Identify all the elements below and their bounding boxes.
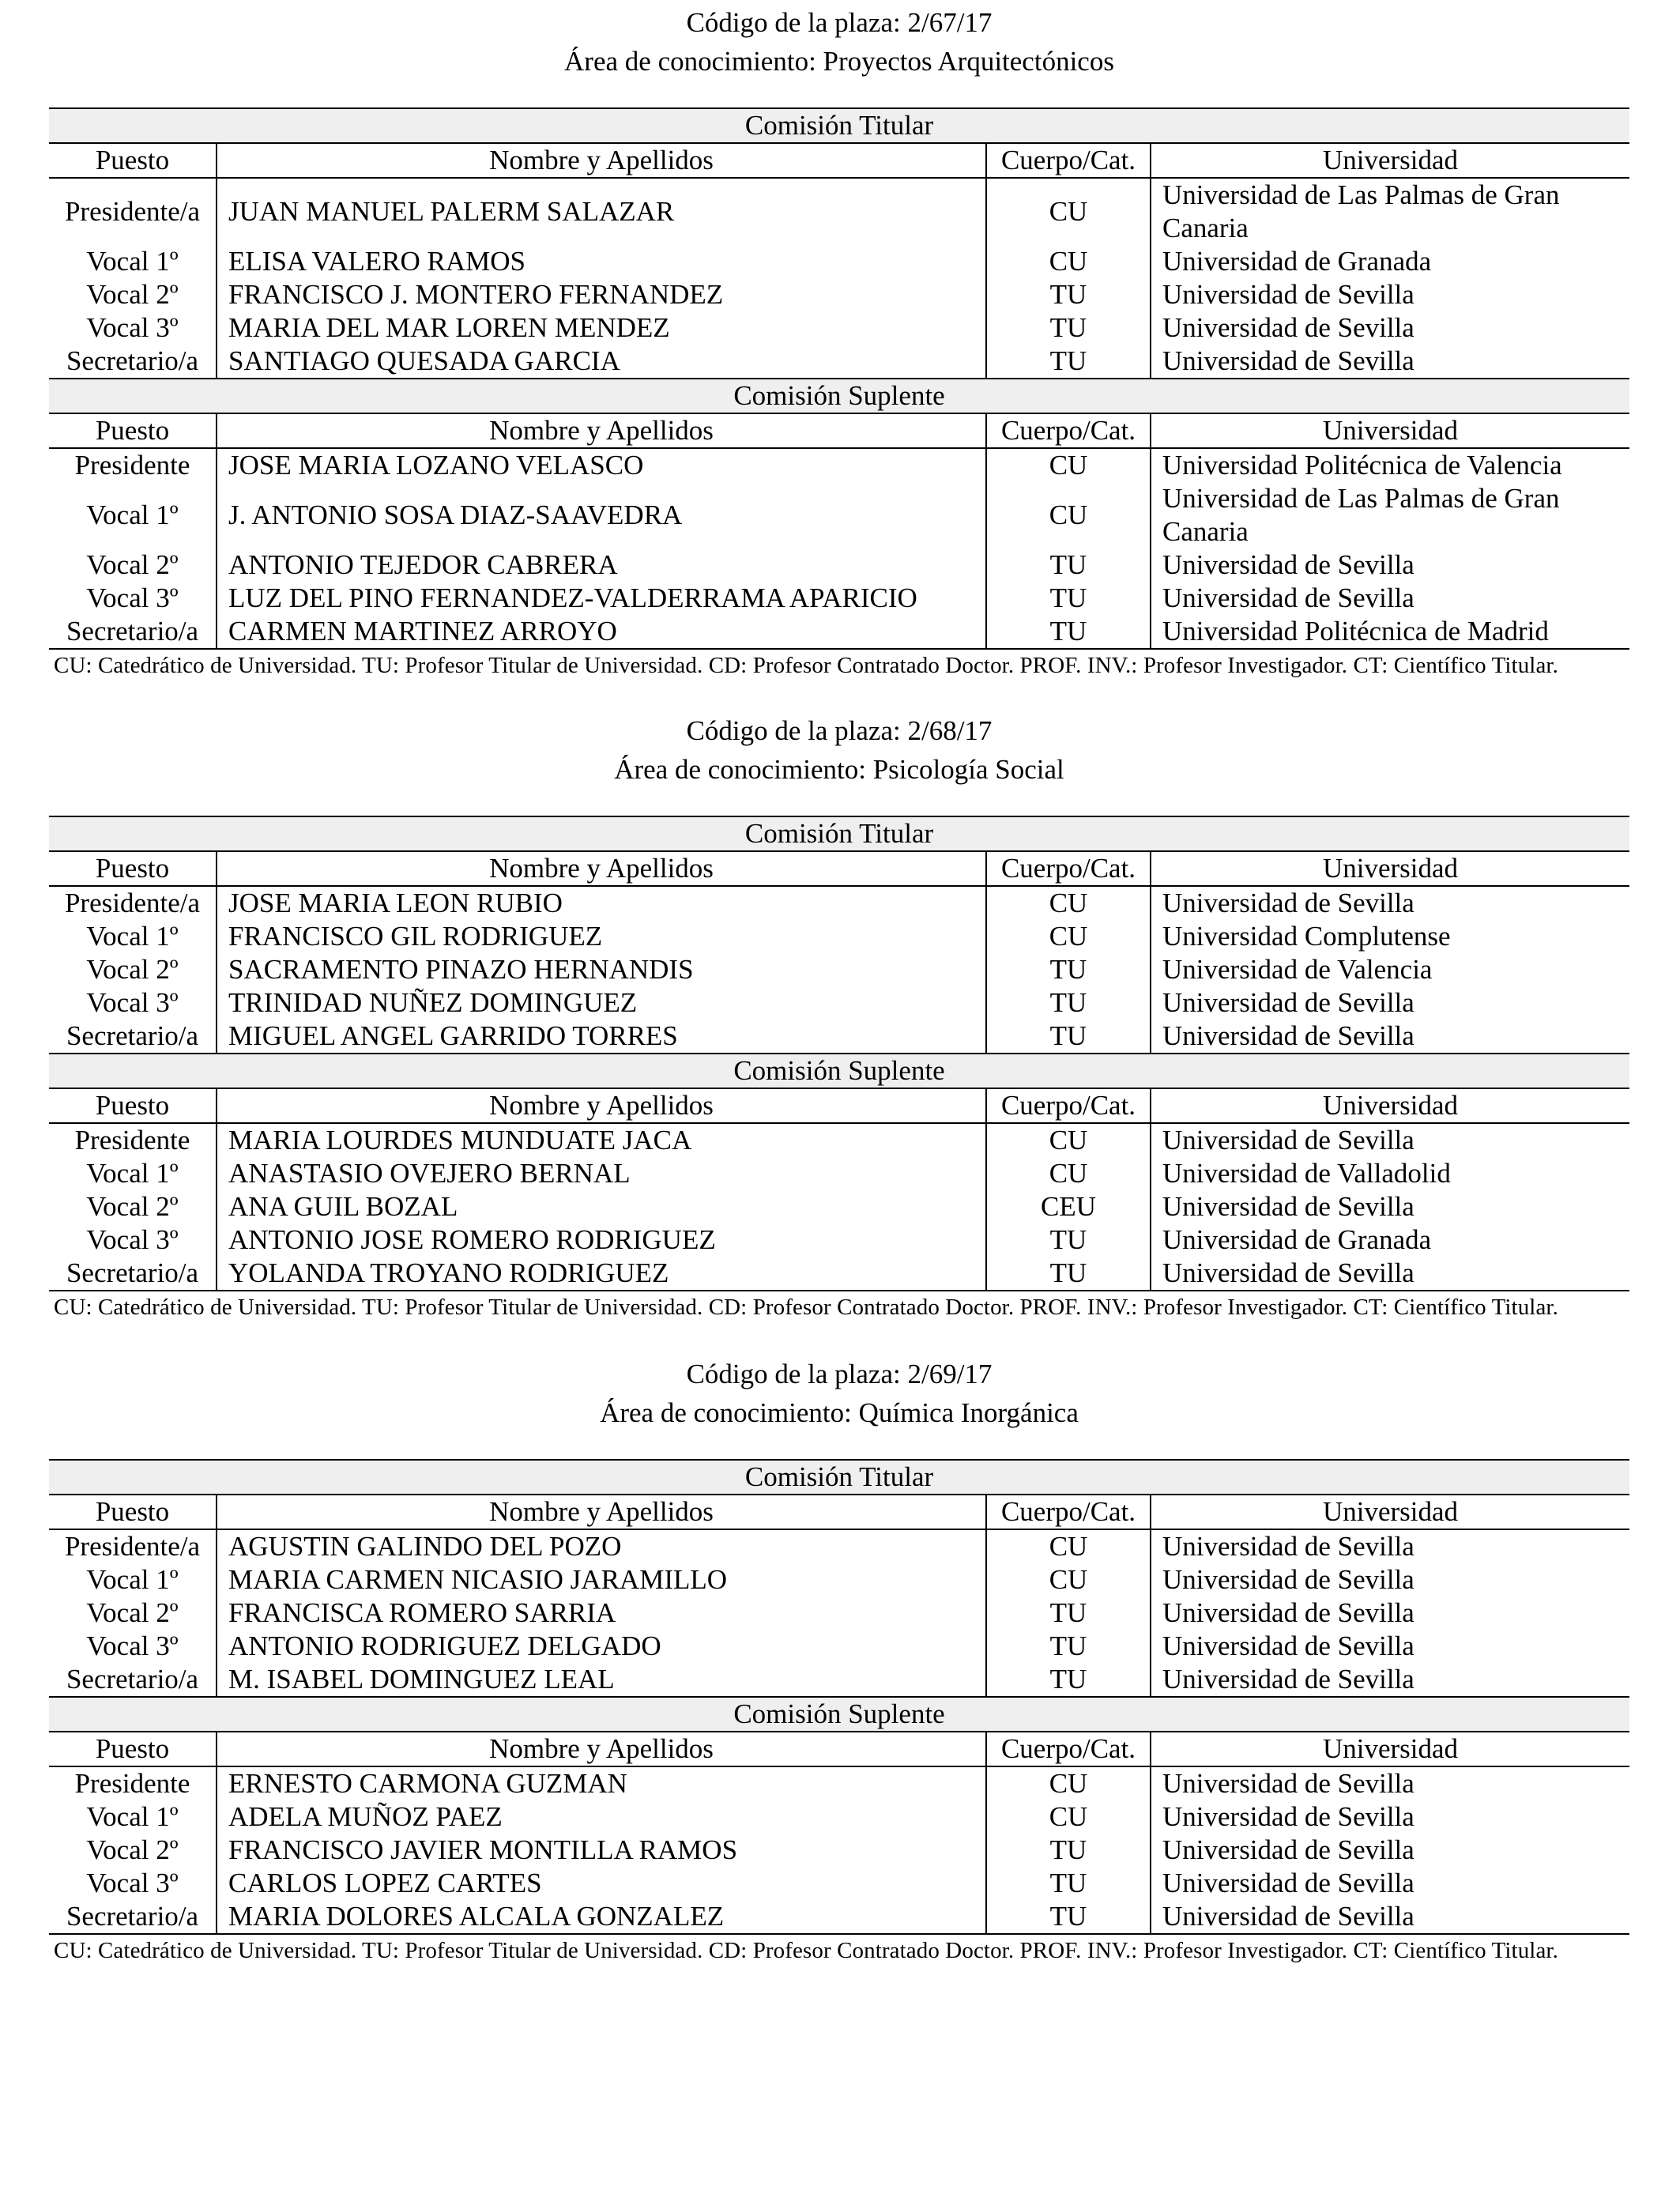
- puesto-cell: Secretario/a: [66, 345, 199, 376]
- commission-table: [49, 816, 1629, 1291]
- table-row: [49, 278, 1629, 311]
- nombre-cell: ELISA VALERO RAMOS: [217, 245, 986, 278]
- cuerpo-cell: CU: [986, 1563, 1151, 1596]
- table-row: [49, 1223, 1629, 1257]
- column-header-row: [49, 413, 1629, 448]
- nombre-cell: JOSE MARIA LOZANO VELASCO: [217, 448, 986, 482]
- table-row: [49, 548, 1629, 582]
- universidad-cell: Universidad de Sevilla: [1151, 1123, 1629, 1157]
- nombre-cell: JUAN MANUEL PALERM SALAZAR: [217, 178, 986, 245]
- col-universidad: Universidad: [1151, 1088, 1629, 1123]
- nombre-cell: CARLOS LOPEZ CARTES: [217, 1867, 986, 1900]
- col-nombre: Nombre y Apellidos: [217, 1495, 986, 1529]
- plaza-code: Código de la plaza: 2/69/17: [686, 1359, 993, 1389]
- table-row: [49, 1190, 1629, 1223]
- universidad-cell: Universidad de Valladolid: [1151, 1157, 1629, 1190]
- puesto-cell: Secretario/a: [49, 1900, 217, 1934]
- commission-table: [49, 1459, 1629, 1935]
- table-row: [49, 245, 1629, 278]
- universidad-cell: Universidad Politécnica de Valencia: [1151, 448, 1629, 482]
- nombre-cell: ERNESTO CARMONA GUZMAN: [217, 1766, 986, 1800]
- cuerpo-cell: CU: [986, 1529, 1151, 1563]
- universidad-cell: Universidad de Sevilla: [1151, 1596, 1629, 1630]
- puesto-cell: Secretario/a: [66, 1020, 199, 1051]
- puesto-cell: Vocal 3º: [86, 582, 179, 613]
- col-nombre: Nombre y Apellidos: [217, 1088, 986, 1123]
- cuerpo-cell: TU: [986, 1020, 1151, 1054]
- comision-titular-label: Comisión Titular: [49, 108, 1629, 143]
- cuerpo-cell: CU: [986, 482, 1151, 548]
- col-cuerpo: Cuerpo/Cat.: [986, 1495, 1151, 1529]
- universidad-cell: Universidad de Granada: [1151, 1223, 1629, 1257]
- puesto-cell: Vocal 1º: [86, 499, 179, 530]
- nombre-cell: ANA GUIL BOZAL: [217, 1190, 986, 1223]
- table-row: [49, 1157, 1629, 1190]
- puesto-cell: Vocal 3º: [86, 1630, 179, 1661]
- puesto-cell: Vocal 2º: [86, 954, 179, 985]
- puesto-cell: Presidente/a: [64, 196, 201, 227]
- table-row: [49, 482, 1629, 548]
- col-cuerpo: Cuerpo/Cat.: [986, 1732, 1151, 1766]
- cuerpo-cell: CU: [986, 245, 1151, 278]
- cuerpo-cell: CU: [986, 1157, 1151, 1190]
- suplente-block: [49, 1697, 1629, 1934]
- col-cuerpo: Cuerpo/Cat.: [986, 851, 1151, 886]
- puesto-cell: Vocal 2º: [86, 1834, 179, 1865]
- commission-table: [49, 107, 1629, 650]
- col-cuerpo: Cuerpo/Cat.: [986, 413, 1151, 448]
- universidad-cell: Universidad de Sevilla: [1151, 311, 1629, 345]
- table-row: [49, 615, 1629, 649]
- col-nombre: Nombre y Apellidos: [217, 413, 986, 448]
- puesto-cell: Presidente/a: [64, 1531, 201, 1562]
- plaza-code: Código de la plaza: 2/67/17: [686, 7, 993, 38]
- column-header-row: [49, 1495, 1629, 1529]
- table-row: [49, 1123, 1629, 1157]
- comision-titular-label: Comisión Titular: [49, 816, 1629, 851]
- cuerpo-cell: TU: [986, 615, 1151, 649]
- column-header-row: [49, 143, 1629, 178]
- universidad-cell: Universidad de Sevilla: [1151, 886, 1629, 920]
- puesto-cell: Vocal 2º: [86, 549, 179, 580]
- nombre-cell: ANTONIO TEJEDOR CABRERA: [217, 548, 986, 582]
- column-header-row: [49, 1088, 1629, 1123]
- universidad-cell: Universidad de Sevilla: [1151, 1563, 1629, 1596]
- nombre-cell: MARIA DEL MAR LOREN MENDEZ: [217, 311, 986, 345]
- universidad-cell: Universidad de Sevilla: [1151, 1529, 1629, 1563]
- area-conocimiento: Área de conocimiento: Proyectos Arquitectónicos: [564, 46, 1114, 77]
- col-puesto: Puesto: [49, 143, 217, 178]
- universidad-cell: Universidad de Sevilla: [1151, 345, 1629, 379]
- nombre-cell: MARIA DOLORES ALCALA GONZALEZ: [217, 1900, 986, 1934]
- table-row: [49, 1800, 1629, 1834]
- universidad-cell: Universidad de Sevilla: [1151, 1766, 1629, 1800]
- comision-suplente-label: Comisión Suplente: [49, 1697, 1629, 1732]
- universidad-cell: Universidad de Sevilla: [1151, 1663, 1629, 1697]
- table-row: [49, 345, 1629, 379]
- cuerpo-cell: TU: [986, 1630, 1151, 1663]
- col-puesto: Puesto: [49, 1495, 217, 1529]
- cuerpo-cell: CU: [986, 1766, 1151, 1800]
- table-row: [49, 1834, 1629, 1867]
- puesto-cell: Secretario/a: [49, 615, 217, 649]
- section-plaza-2-67-17: [49, 0, 1629, 680]
- titular-block: [49, 108, 1629, 379]
- titular-block: [49, 816, 1629, 1054]
- col-cuerpo: Cuerpo/Cat.: [986, 1088, 1151, 1123]
- comision-suplente-label: Comisión Suplente: [49, 379, 1629, 413]
- puesto-cell: Vocal 3º: [86, 312, 179, 343]
- column-header-row: [49, 1732, 1629, 1766]
- puesto-cell: Presidente: [74, 1768, 190, 1799]
- universidad-cell: Universidad de Sevilla: [1151, 1900, 1629, 1934]
- table-row: [49, 1630, 1629, 1663]
- col-cuerpo: Cuerpo/Cat.: [986, 143, 1151, 178]
- puesto-cell: Presidente: [74, 1125, 190, 1155]
- comision-titular-label: Comisión Titular: [49, 1460, 1629, 1495]
- section-plaza-2-68-17: [49, 711, 1629, 1321]
- nombre-cell: ANASTASIO OVEJERO BERNAL: [217, 1157, 986, 1190]
- universidad-cell: Universidad de Sevilla: [1151, 986, 1629, 1020]
- col-nombre: Nombre y Apellidos: [217, 143, 986, 178]
- table-row: [49, 986, 1629, 1020]
- nombre-cell: ANTONIO JOSE ROMERO RODRIGUEZ: [217, 1223, 986, 1257]
- abbreviations-footnote: CU: Catedrático de Universidad. TU: Profesor Titular de Universidad. CD: Profesor Contratado Doctor. PROF. INV.: Profesor Investigador. CT: Científico Titular.: [54, 653, 1558, 678]
- col-puesto: Puesto: [49, 413, 217, 448]
- table-row: [49, 178, 1629, 245]
- nombre-cell: SACRAMENTO PINAZO HERNANDIS: [217, 953, 986, 986]
- cuerpo-cell: TU: [986, 1834, 1151, 1867]
- abbreviations-footnote: CU: Catedrático de Universidad. TU: Profesor Titular de Universidad. CD: Profesor Contratado Doctor. PROF. INV.: Profesor Investigador. CT: Científico Titular.: [54, 1938, 1558, 1963]
- nombre-cell: TRINIDAD NUÑEZ DOMINGUEZ: [217, 986, 986, 1020]
- col-universidad: Universidad: [1151, 851, 1629, 886]
- cuerpo-cell: TU: [986, 1663, 1151, 1697]
- puesto-cell: Vocal 2º: [86, 279, 179, 310]
- cuerpo-cell: CU: [986, 178, 1151, 245]
- area-conocimiento: Área de conocimiento: Psicología Social: [614, 754, 1064, 785]
- cuerpo-cell: TU: [986, 986, 1151, 1020]
- table-row: [49, 1766, 1629, 1800]
- nombre-cell: AGUSTIN GALINDO DEL POZO: [217, 1529, 986, 1563]
- document: [49, 0, 1629, 1965]
- nombre-cell: FRANCISCA ROMERO SARRIA: [217, 1596, 986, 1630]
- universidad-cell: Universidad de Granada: [1151, 245, 1629, 278]
- table-row: [49, 920, 1629, 953]
- nombre-cell: LUZ DEL PINO FERNANDEZ-VALDERRAMA APARICIO: [217, 582, 986, 615]
- table-row: [49, 1020, 1629, 1054]
- col-puesto: Puesto: [49, 1088, 217, 1123]
- table-row: [49, 953, 1629, 986]
- universidad-cell: Universidad de Sevilla: [1151, 582, 1629, 615]
- puesto-cell: Presidente: [74, 450, 190, 481]
- table-row: [49, 311, 1629, 345]
- puesto-cell: Vocal 3º: [86, 987, 179, 1018]
- titular-block: [49, 1460, 1629, 1697]
- cuerpo-cell: CEU: [986, 1190, 1151, 1223]
- puesto-cell: Secretario/a: [66, 1664, 199, 1695]
- cuerpo-cell: CU: [986, 920, 1151, 953]
- table-row: [49, 1529, 1629, 1563]
- section-plaza-2-69-17: [49, 1355, 1629, 1965]
- universidad-cell: Universidad de Sevilla: [1151, 1020, 1629, 1054]
- puesto-cell: Vocal 1º: [86, 246, 179, 277]
- puesto-cell: Vocal 1º: [86, 1801, 179, 1832]
- puesto-cell: Vocal 1º: [86, 1158, 179, 1189]
- col-puesto: Puesto: [49, 1732, 217, 1766]
- cuerpo-cell: TU: [986, 1257, 1151, 1291]
- universidad-cell: Universidad de Sevilla: [1151, 1867, 1629, 1900]
- puesto-cell: Secretario/a: [49, 1257, 217, 1291]
- nombre-cell: JOSE MARIA LEON RUBIO: [217, 886, 986, 920]
- nombre-cell: FRANCISCO JAVIER MONTILLA RAMOS: [217, 1834, 986, 1867]
- col-universidad: Universidad: [1151, 413, 1629, 448]
- table-row: [49, 1596, 1629, 1630]
- universidad-cell: Universidad de Las Palmas de Gran Canaria: [1151, 482, 1629, 548]
- nombre-cell: M. ISABEL DOMINGUEZ LEAL: [217, 1663, 986, 1697]
- table-row: [49, 1867, 1629, 1900]
- puesto-cell: Vocal 1º: [86, 921, 179, 952]
- nombre-cell: FRANCISCO GIL RODRIGUEZ: [217, 920, 986, 953]
- cuerpo-cell: CU: [986, 886, 1151, 920]
- area-conocimiento: Área de conocimiento: Química Inorgánica: [600, 1397, 1079, 1428]
- cuerpo-cell: TU: [986, 1596, 1151, 1630]
- puesto-cell: Presidente/a: [64, 888, 201, 918]
- nombre-cell: J. ANTONIO SOSA DIAZ-SAAVEDRA: [217, 482, 986, 548]
- cuerpo-cell: TU: [986, 953, 1151, 986]
- cuerpo-cell: TU: [986, 278, 1151, 311]
- universidad-cell: Universidad de Sevilla: [1151, 1630, 1629, 1663]
- abbreviations-footnote: CU: Catedrático de Universidad. TU: Profesor Titular de Universidad. CD: Profesor Contratado Doctor. PROF. INV.: Profesor Investigador. CT: Científico Titular.: [54, 1295, 1558, 1320]
- suplente-block: [49, 1054, 1629, 1291]
- cuerpo-cell: TU: [986, 1223, 1151, 1257]
- suplente-block: [49, 379, 1629, 649]
- table-row: [49, 582, 1629, 615]
- universidad-cell: Universidad de Sevilla: [1151, 1190, 1629, 1223]
- cuerpo-cell: TU: [986, 548, 1151, 582]
- universidad-cell: Universidad de Sevilla: [1151, 548, 1629, 582]
- nombre-cell: YOLANDA TROYANO RODRIGUEZ: [217, 1257, 986, 1291]
- col-nombre: Nombre y Apellidos: [217, 1732, 986, 1766]
- cuerpo-cell: TU: [986, 345, 1151, 379]
- puesto-cell: Vocal 1º: [86, 1564, 179, 1595]
- nombre-cell: MARIA LOURDES MUNDUATE JACA: [217, 1123, 986, 1157]
- col-puesto: Puesto: [49, 851, 217, 886]
- table-row: [49, 1563, 1629, 1596]
- cuerpo-cell: CU: [986, 1800, 1151, 1834]
- table-row: [49, 886, 1629, 920]
- universidad-cell: Universidad Politécnica de Madrid: [1151, 615, 1629, 649]
- universidad-cell: Universidad de Sevilla: [1151, 1800, 1629, 1834]
- cuerpo-cell: TU: [986, 582, 1151, 615]
- universidad-cell: Universidad de Sevilla: [1151, 1257, 1629, 1291]
- puesto-cell: Vocal 2º: [86, 1597, 179, 1628]
- puesto-cell: Vocal 3º: [86, 1868, 179, 1898]
- nombre-cell: ADELA MUÑOZ PAEZ: [217, 1800, 986, 1834]
- universidad-cell: Universidad de Sevilla: [1151, 278, 1629, 311]
- table-row: [49, 1257, 1629, 1291]
- puesto-cell: Vocal 3º: [86, 1224, 179, 1255]
- cuerpo-cell: TU: [986, 311, 1151, 345]
- nombre-cell: ANTONIO RODRIGUEZ DELGADO: [217, 1630, 986, 1663]
- cuerpo-cell: TU: [986, 1867, 1151, 1900]
- cuerpo-cell: CU: [986, 1123, 1151, 1157]
- nombre-cell: FRANCISCO J. MONTERO FERNANDEZ: [217, 278, 986, 311]
- nombre-cell: SANTIAGO QUESADA GARCIA: [217, 345, 986, 379]
- column-header-row: [49, 851, 1629, 886]
- plaza-code: Código de la plaza: 2/68/17: [686, 715, 993, 746]
- nombre-cell: MARIA CARMEN NICASIO JARAMILLO: [217, 1563, 986, 1596]
- puesto-cell: Vocal 2º: [86, 1191, 179, 1222]
- col-universidad: Universidad: [1151, 1495, 1629, 1529]
- universidad-cell: Universidad de Valencia: [1151, 953, 1629, 986]
- universidad-cell: Universidad Complutense: [1151, 920, 1629, 953]
- cuerpo-cell: TU: [986, 1900, 1151, 1934]
- comision-suplente-label: Comisión Suplente: [49, 1054, 1629, 1088]
- universidad-cell: Universidad de Las Palmas de Gran Canaria: [1151, 178, 1629, 245]
- col-universidad: Universidad: [1151, 143, 1629, 178]
- col-nombre: Nombre y Apellidos: [217, 851, 986, 886]
- cuerpo-cell: CU: [986, 448, 1151, 482]
- universidad-cell: Universidad de Sevilla: [1151, 1834, 1629, 1867]
- table-row: [49, 1663, 1629, 1697]
- col-universidad: Universidad: [1151, 1732, 1629, 1766]
- table-row: [49, 448, 1629, 482]
- nombre-cell: CARMEN MARTINEZ ARROYO: [217, 615, 986, 649]
- nombre-cell: MIGUEL ANGEL GARRIDO TORRES: [217, 1020, 986, 1054]
- table-row: [49, 1900, 1629, 1934]
